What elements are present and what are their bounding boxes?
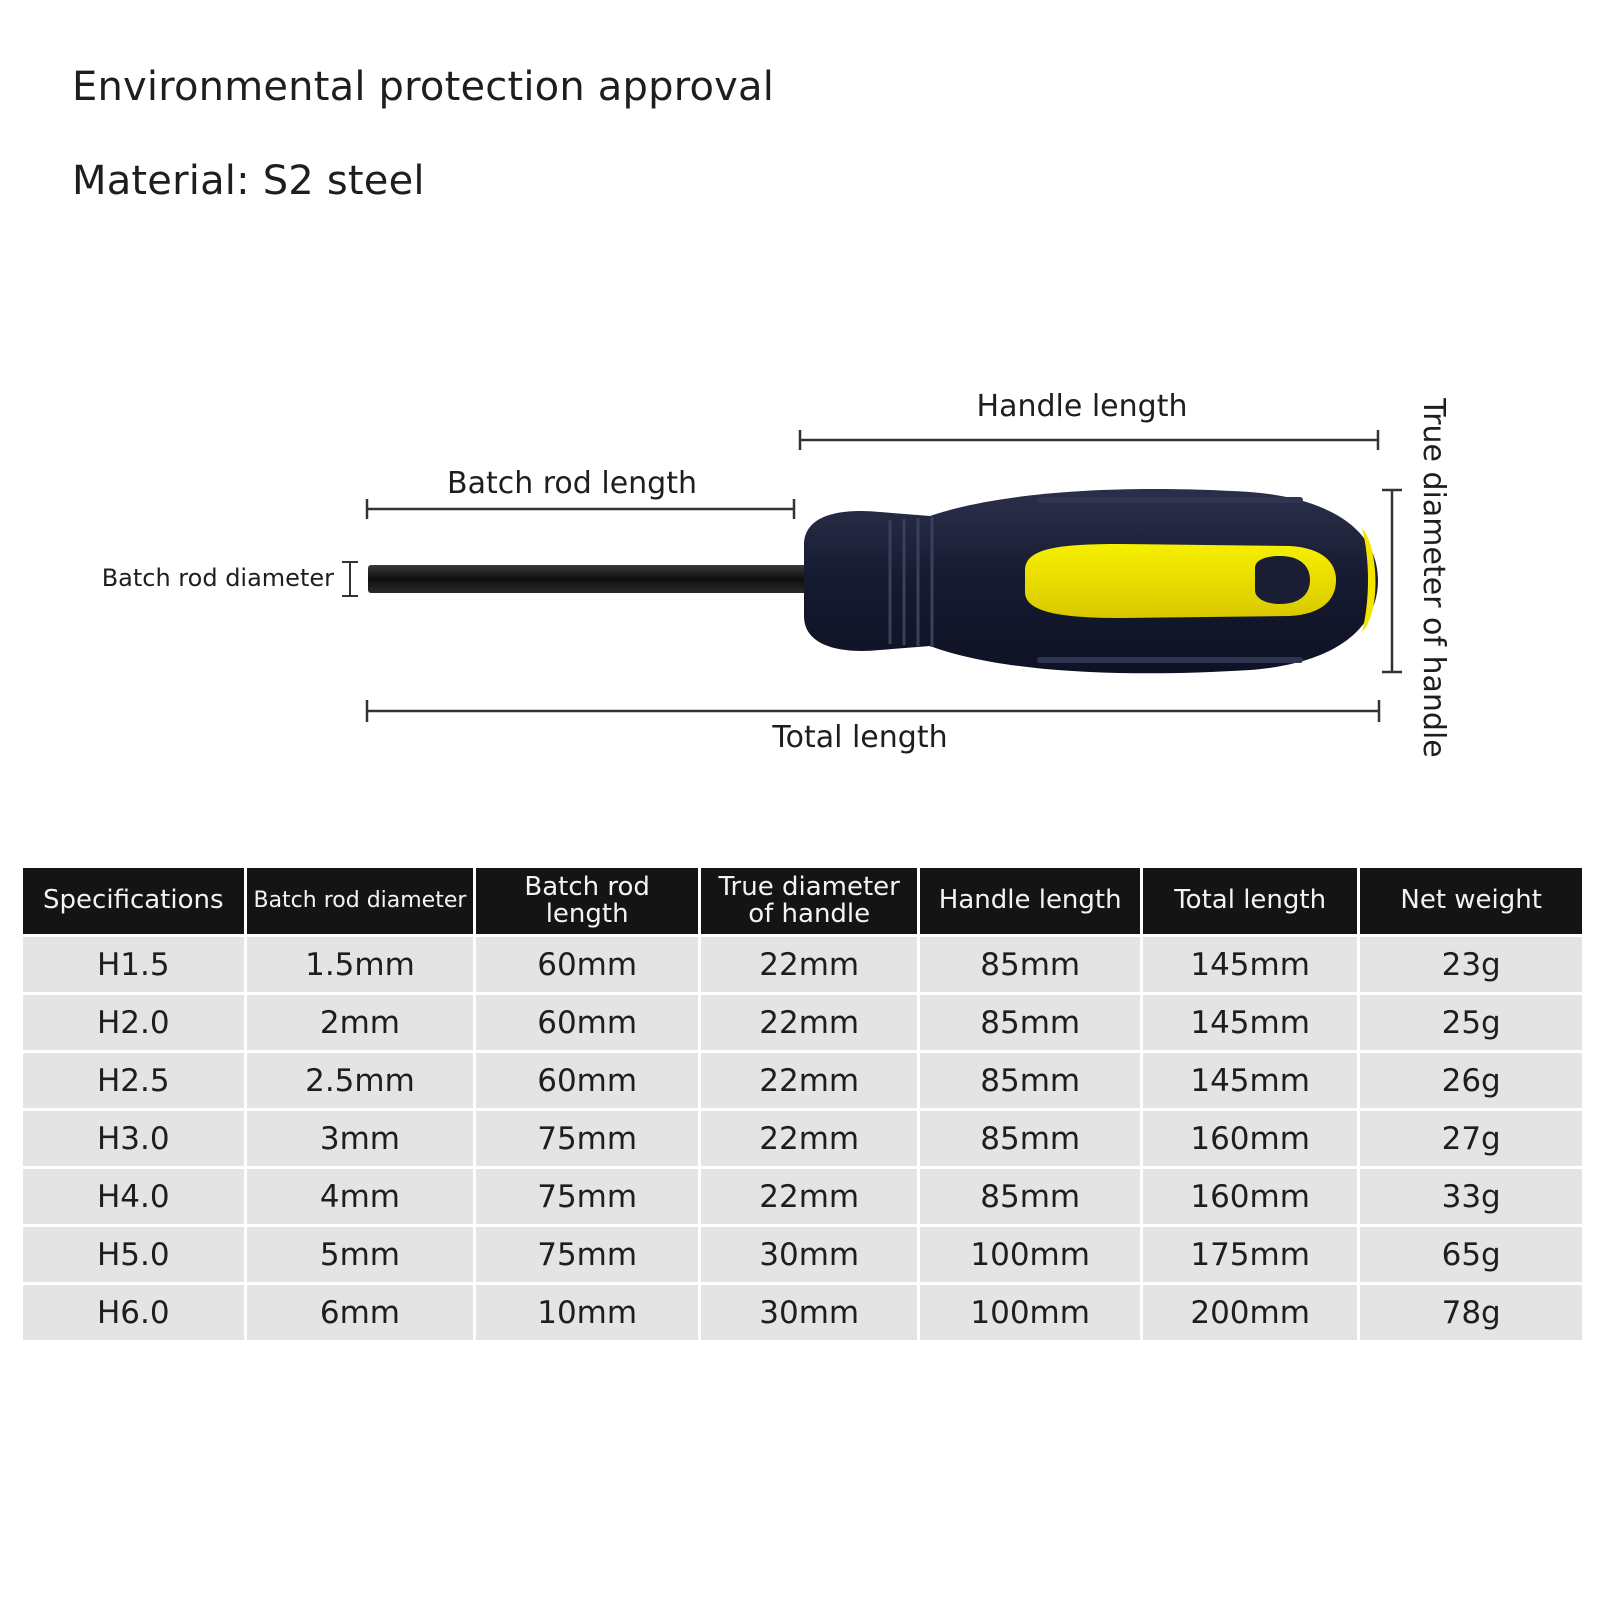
header-handle-length: Handle length	[920, 868, 1140, 934]
cell-handle-length: 85mm	[920, 1053, 1140, 1108]
header-true-diameter: True diameter of handle	[701, 868, 917, 934]
table-header-row	[23, 868, 1582, 934]
cell-specification: H4.0	[23, 1169, 244, 1224]
header-batch-rod-diameter: Batch rod diameter	[247, 868, 474, 934]
batch-rod-diameter-dimension	[342, 562, 358, 596]
cell-net-weight: 27g	[1360, 1111, 1582, 1166]
cell-net-weight: 26g	[1360, 1053, 1582, 1108]
cell-rod-length: 75mm	[476, 1111, 698, 1166]
header-specifications: Specifications	[23, 868, 244, 934]
header-total-length: Total length	[1143, 868, 1357, 934]
cell-net-weight: 33g	[1360, 1169, 1582, 1224]
cell-rod-length: 10mm	[476, 1285, 698, 1340]
rod-shaft	[368, 565, 808, 593]
specifications-table	[20, 865, 1585, 1343]
cell-handle-length: 85mm	[920, 1169, 1140, 1224]
cell-handle-diameter: 22mm	[701, 1053, 917, 1108]
cell-rod-diameter: 3mm	[247, 1111, 474, 1166]
cell-rod-diameter: 2.5mm	[247, 1053, 474, 1108]
cell-total-length: 200mm	[1143, 1285, 1357, 1340]
cell-handle-diameter: 30mm	[701, 1227, 917, 1282]
cell-rod-length: 75mm	[476, 1227, 698, 1282]
headline-approval: Environmental protection approval	[72, 64, 775, 110]
total-length-label: Total length	[772, 720, 948, 755]
header-batch-rod-length: Batch rod length	[476, 868, 698, 934]
table-row	[23, 1169, 1582, 1224]
cell-handle-length: 100mm	[920, 1227, 1140, 1282]
cell-specification: H5.0	[23, 1227, 244, 1282]
grip-slot	[1255, 556, 1310, 604]
cell-total-length: 145mm	[1143, 937, 1357, 992]
headline-material: Material: S2 steel	[72, 158, 425, 204]
cell-handle-diameter: 30mm	[701, 1285, 917, 1340]
cell-total-length: 160mm	[1143, 1169, 1357, 1224]
table-row	[23, 937, 1582, 992]
cell-specification: H3.0	[23, 1111, 244, 1166]
batch-rod-length-label: Batch rod length	[446, 466, 698, 501]
cell-rod-length: 60mm	[476, 937, 698, 992]
cell-rod-length: 75mm	[476, 1169, 698, 1224]
table-row	[23, 995, 1582, 1050]
cell-handle-diameter: 22mm	[701, 995, 917, 1050]
cell-net-weight: 78g	[1360, 1285, 1582, 1340]
table-row	[23, 1053, 1582, 1108]
cell-handle-length: 100mm	[920, 1285, 1140, 1340]
cell-rod-diameter: 5mm	[247, 1227, 474, 1282]
batch-rod-diameter-label: Batch rod diameter	[101, 564, 334, 592]
cell-handle-diameter: 22mm	[701, 937, 917, 992]
true-diameter-label: True diameter of handle	[1416, 398, 1451, 758]
table-row	[23, 1111, 1582, 1166]
cell-total-length: 160mm	[1143, 1111, 1357, 1166]
table-row	[23, 1285, 1582, 1340]
cell-net-weight: 25g	[1360, 995, 1582, 1050]
cell-rod-diameter: 1.5mm	[247, 937, 474, 992]
cell-rod-diameter: 2mm	[247, 995, 474, 1050]
screwdriver-illustration	[368, 489, 1378, 673]
handle-diameter-dimension	[1382, 490, 1402, 672]
total-length-dimension	[367, 700, 1379, 722]
cell-handle-diameter: 22mm	[701, 1169, 917, 1224]
table-row	[23, 1227, 1582, 1282]
cell-net-weight: 23g	[1360, 937, 1582, 992]
cell-total-length: 145mm	[1143, 1053, 1357, 1108]
cell-specification: H1.5	[23, 937, 244, 992]
cell-handle-length: 85mm	[920, 1111, 1140, 1166]
cell-handle-length: 85mm	[920, 937, 1140, 992]
header-net-weight: Net weight	[1360, 868, 1582, 934]
cell-total-length: 145mm	[1143, 995, 1357, 1050]
cell-rod-diameter: 6mm	[247, 1285, 474, 1340]
cell-total-length: 175mm	[1143, 1227, 1357, 1282]
cell-specification: H2.5	[23, 1053, 244, 1108]
cell-handle-length: 85mm	[920, 995, 1140, 1050]
cell-rod-diameter: 4mm	[247, 1169, 474, 1224]
cell-specification: H2.0	[23, 995, 244, 1050]
batch-rod-length-dimension	[367, 499, 794, 519]
screwdriver-diagram	[0, 380, 1600, 800]
cell-rod-length: 60mm	[476, 995, 698, 1050]
handle-length-label: Handle length	[976, 389, 1188, 424]
cell-specification: H6.0	[23, 1285, 244, 1340]
cell-rod-length: 60mm	[476, 1053, 698, 1108]
cell-net-weight: 65g	[1360, 1227, 1582, 1282]
cell-handle-diameter: 22mm	[701, 1111, 917, 1166]
handle-length-dimension	[800, 430, 1378, 450]
